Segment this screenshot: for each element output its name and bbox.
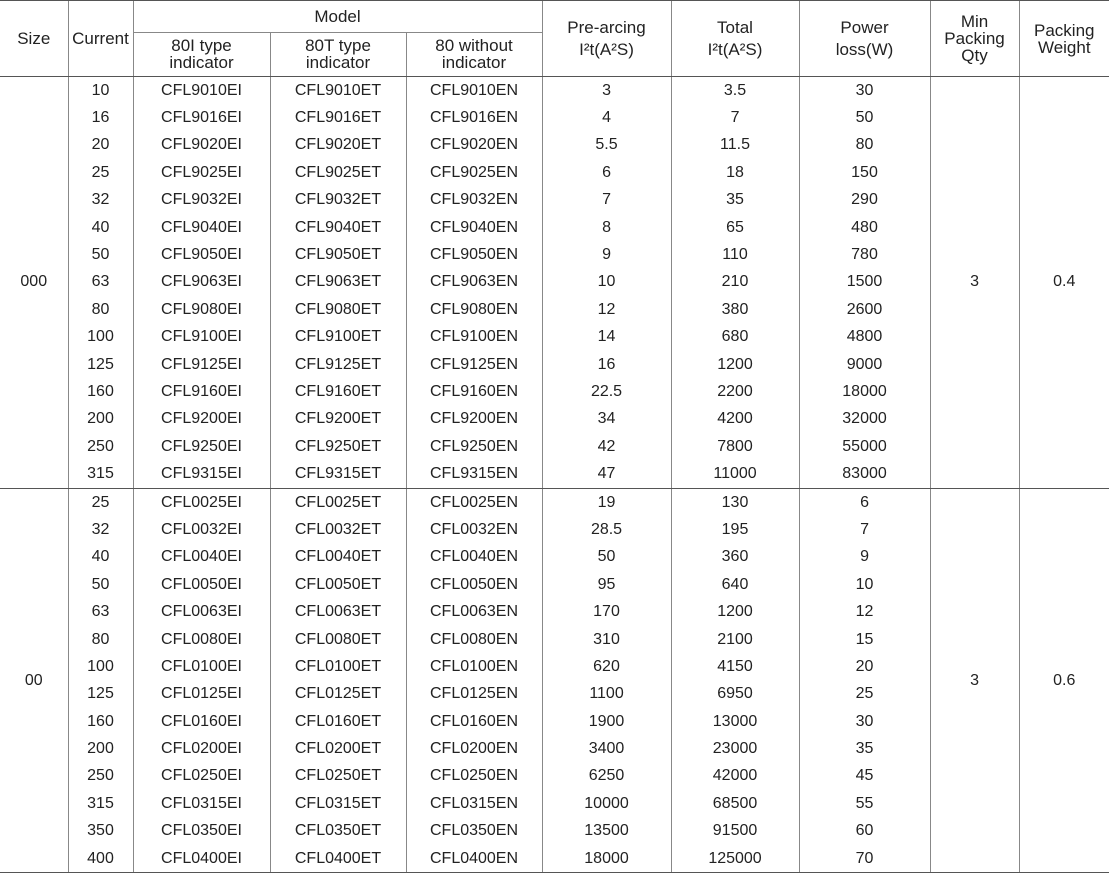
model-80t-cell: CFL0200ET <box>270 735 406 762</box>
total-cell: 65 <box>671 214 799 241</box>
current-cell: 25 <box>68 159 133 186</box>
header-packing-weight <box>1019 1 1109 77</box>
model-80t-cell: CFL0063ET <box>270 598 406 625</box>
min-packing-qty-cell: 3 <box>930 77 1019 489</box>
total-cell: 380 <box>671 296 799 323</box>
model-80t-cell: CFL9125ET <box>270 351 406 378</box>
model-80n-cell: CFL9050EN <box>406 241 542 268</box>
total-cell: 2100 <box>671 626 799 653</box>
model-80i-cell: CFL9315EI <box>133 460 270 488</box>
current-cell: 125 <box>68 351 133 378</box>
total-cell: 195 <box>671 516 799 543</box>
prearcing-cell: 13500 <box>542 818 671 845</box>
model-80t-cell: CFL9080ET <box>270 296 406 323</box>
total-cell: 1200 <box>671 598 799 625</box>
total-cell: 13000 <box>671 708 799 735</box>
model-80t-cell: CFL9016ET <box>270 104 406 131</box>
size-cell: 00 <box>0 488 68 872</box>
total-cell: 110 <box>671 241 799 268</box>
model-80t-cell: CFL9032ET <box>270 187 406 214</box>
prearcing-cell: 12 <box>542 296 671 323</box>
model-80t-cell: CFL0160ET <box>270 708 406 735</box>
model-80i-cell: CFL9040EI <box>133 214 270 241</box>
power-loss-cell: 480 <box>799 214 930 241</box>
model-80n-cell: CFL0040EN <box>406 544 542 571</box>
prearcing-cell: 14 <box>542 324 671 351</box>
current-cell: 100 <box>68 324 133 351</box>
model-80n-cell: CFL0350EN <box>406 818 542 845</box>
model-80t-cell: CFL0125ET <box>270 681 406 708</box>
power-loss-cell: 9 <box>799 544 930 571</box>
current-cell: 80 <box>68 626 133 653</box>
model-80t-cell: CFL0400ET <box>270 845 406 873</box>
model-80n-cell: CFL9315EN <box>406 460 542 488</box>
prearcing-cell: 3 <box>542 77 671 105</box>
current-cell: 315 <box>68 790 133 817</box>
current-cell: 40 <box>68 544 133 571</box>
current-cell: 32 <box>68 187 133 214</box>
prearcing-cell: 4 <box>542 104 671 131</box>
current-cell: 160 <box>68 378 133 405</box>
prearcing-cell: 8 <box>542 214 671 241</box>
prearcing-cell: 95 <box>542 571 671 598</box>
power-loss-cell: 780 <box>799 241 930 268</box>
model-80t-cell: CFL9040ET <box>270 214 406 241</box>
current-cell: 315 <box>68 460 133 488</box>
power-loss-cell: 2600 <box>799 296 930 323</box>
power-loss-cell: 4800 <box>799 324 930 351</box>
header-80i <box>133 33 270 77</box>
prearcing-cell: 34 <box>542 406 671 433</box>
header-minqty-line3: Qty <box>961 46 988 65</box>
total-cell: 7 <box>671 104 799 131</box>
prearcing-cell: 28.5 <box>542 516 671 543</box>
model-80t-cell: CFL0025ET <box>270 488 406 516</box>
model-80i-cell: CFL9050EI <box>133 241 270 268</box>
header-row-1 <box>0 1 1109 33</box>
total-cell: 68500 <box>671 790 799 817</box>
header-80n-line1: 80 without <box>435 36 513 56</box>
total-cell: 35 <box>671 187 799 214</box>
header-total <box>671 1 799 77</box>
power-loss-cell: 9000 <box>799 351 930 378</box>
model-80i-cell: CFL9250EI <box>133 433 270 460</box>
model-80i-cell: CFL9100EI <box>133 324 270 351</box>
model-80i-cell: CFL9200EI <box>133 406 270 433</box>
model-80n-cell: CFL9080EN <box>406 296 542 323</box>
model-80n-cell: CFL9250EN <box>406 433 542 460</box>
model-80n-cell: CFL0080EN <box>406 626 542 653</box>
model-80n-cell: CFL9160EN <box>406 378 542 405</box>
model-80n-cell: CFL9200EN <box>406 406 542 433</box>
total-cell: 360 <box>671 544 799 571</box>
model-80t-cell: CFL0050ET <box>270 571 406 598</box>
power-loss-cell: 60 <box>799 818 930 845</box>
power-loss-cell: 80 <box>799 132 930 159</box>
current-cell: 250 <box>68 433 133 460</box>
power-loss-cell: 30 <box>799 77 930 105</box>
model-80n-cell: CFL0315EN <box>406 790 542 817</box>
current-cell: 350 <box>68 818 133 845</box>
header-power <box>799 1 930 77</box>
power-loss-cell: 35 <box>799 735 930 762</box>
model-80n-cell: CFL0200EN <box>406 735 542 762</box>
power-loss-cell: 15 <box>799 626 930 653</box>
model-80t-cell: CFL0350ET <box>270 818 406 845</box>
header-current: Current <box>68 1 133 77</box>
model-80n-cell: CFL0100EN <box>406 653 542 680</box>
prearcing-cell: 42 <box>542 433 671 460</box>
model-80i-cell: CFL9016EI <box>133 104 270 131</box>
header-size: Size <box>0 1 68 77</box>
model-80i-cell: CFL0250EI <box>133 763 270 790</box>
header-prearcing <box>542 1 671 77</box>
table-row <box>0 77 1109 105</box>
header-80t-line2: indicator <box>305 52 371 72</box>
model-80t-cell: CFL9050ET <box>270 241 406 268</box>
prearcing-cell: 1100 <box>542 681 671 708</box>
current-cell: 50 <box>68 241 133 268</box>
table-row <box>0 488 1109 516</box>
prearcing-cell: 50 <box>542 544 671 571</box>
model-80i-cell: CFL0100EI <box>133 653 270 680</box>
total-cell: 210 <box>671 269 799 296</box>
model-80t-cell: CFL9100ET <box>270 324 406 351</box>
model-80n-cell: CFL0063EN <box>406 598 542 625</box>
total-cell: 91500 <box>671 818 799 845</box>
model-80n-cell: CFL9020EN <box>406 132 542 159</box>
model-80i-cell: CFL0125EI <box>133 681 270 708</box>
model-80n-cell: CFL9125EN <box>406 351 542 378</box>
prearcing-cell: 22.5 <box>542 378 671 405</box>
prearcing-cell: 6250 <box>542 763 671 790</box>
packing-weight-cell: 0.4 <box>1019 77 1109 489</box>
current-cell: 32 <box>68 516 133 543</box>
model-80t-cell: CFL0080ET <box>270 626 406 653</box>
power-loss-cell: 25 <box>799 681 930 708</box>
total-cell: 680 <box>671 324 799 351</box>
header-power-line2: loss(W) <box>835 40 894 59</box>
total-cell: 11000 <box>671 460 799 488</box>
current-cell: 63 <box>68 269 133 296</box>
prearcing-cell: 16 <box>542 351 671 378</box>
model-80t-cell: CFL0250ET <box>270 763 406 790</box>
power-loss-cell: 55000 <box>799 433 930 460</box>
model-80n-cell: CFL9025EN <box>406 159 542 186</box>
current-cell: 20 <box>68 132 133 159</box>
current-cell: 50 <box>68 571 133 598</box>
min-packing-qty-cell: 3 <box>930 488 1019 872</box>
header-80t-line1: 80T type <box>305 36 371 56</box>
prearcing-cell: 10000 <box>542 790 671 817</box>
prearcing-cell: 9 <box>542 241 671 268</box>
current-cell: 63 <box>68 598 133 625</box>
model-80t-cell: CFL9063ET <box>270 269 406 296</box>
header-minqty-line1: Min <box>960 12 989 31</box>
total-cell: 7800 <box>671 433 799 460</box>
model-80i-cell: CFL0400EI <box>133 845 270 873</box>
model-80t-cell: CFL9160ET <box>270 378 406 405</box>
total-cell: 3.5 <box>671 77 799 105</box>
total-cell: 125000 <box>671 845 799 873</box>
total-cell: 11.5 <box>671 132 799 159</box>
current-cell: 16 <box>68 104 133 131</box>
model-80i-cell: CFL0080EI <box>133 626 270 653</box>
model-80i-cell: CFL0315EI <box>133 790 270 817</box>
model-80t-cell: CFL9025ET <box>270 159 406 186</box>
header-80i-line1: 80I type <box>171 36 232 56</box>
power-loss-cell: 70 <box>799 845 930 873</box>
power-loss-cell: 6 <box>799 488 930 516</box>
model-80i-cell: CFL9010EI <box>133 77 270 105</box>
model-80n-cell: CFL9010EN <box>406 77 542 105</box>
header-80t <box>270 33 406 77</box>
current-cell: 125 <box>68 681 133 708</box>
prearcing-cell: 170 <box>542 598 671 625</box>
model-80n-cell: CFL0400EN <box>406 845 542 873</box>
power-loss-cell: 7 <box>799 516 930 543</box>
model-80i-cell: CFL0160EI <box>133 708 270 735</box>
model-80i-cell: CFL0025EI <box>133 488 270 516</box>
model-80i-cell: CFL9063EI <box>133 269 270 296</box>
header-power-line1: Power <box>840 18 889 37</box>
current-cell: 200 <box>68 406 133 433</box>
model-80i-cell: CFL9160EI <box>133 378 270 405</box>
model-80t-cell: CFL9200ET <box>270 406 406 433</box>
current-cell: 40 <box>68 214 133 241</box>
model-80t-cell: CFL0032ET <box>270 516 406 543</box>
prearcing-cell: 6 <box>542 159 671 186</box>
model-80t-cell: CFL9315ET <box>270 460 406 488</box>
header-prearcing-line2: I²t(A²S) <box>579 40 634 59</box>
model-80i-cell: CFL0032EI <box>133 516 270 543</box>
model-80n-cell: CFL9032EN <box>406 187 542 214</box>
header-model: Model <box>133 1 542 33</box>
model-80t-cell: CFL0040ET <box>270 544 406 571</box>
total-cell: 18 <box>671 159 799 186</box>
model-80i-cell: CFL0063EI <box>133 598 270 625</box>
power-loss-cell: 1500 <box>799 269 930 296</box>
power-loss-cell: 30 <box>799 708 930 735</box>
header-minqty-line2: Packing <box>944 29 1005 48</box>
current-cell: 160 <box>68 708 133 735</box>
model-80i-cell: CFL9125EI <box>133 351 270 378</box>
model-80t-cell: CFL9250ET <box>270 433 406 460</box>
power-loss-cell: 32000 <box>799 406 930 433</box>
model-80n-cell: CFL9100EN <box>406 324 542 351</box>
size-cell: 000 <box>0 77 68 489</box>
power-loss-cell: 290 <box>799 187 930 214</box>
prearcing-cell: 5.5 <box>542 132 671 159</box>
current-cell: 200 <box>68 735 133 762</box>
prearcing-cell: 620 <box>542 653 671 680</box>
header-80i-line2: indicator <box>169 52 234 72</box>
header-weight-line1: Packing <box>1034 20 1095 40</box>
model-80i-cell: CFL9020EI <box>133 132 270 159</box>
power-loss-cell: 50 <box>799 104 930 131</box>
current-cell: 10 <box>68 77 133 105</box>
model-80n-cell: CFL9040EN <box>406 214 542 241</box>
power-loss-cell: 55 <box>799 790 930 817</box>
model-80i-cell: CFL0350EI <box>133 818 270 845</box>
header-prearcing-line1: Pre-arcing <box>567 18 646 37</box>
power-loss-cell: 20 <box>799 653 930 680</box>
model-80i-cell: CFL0040EI <box>133 544 270 571</box>
prearcing-cell: 1900 <box>542 708 671 735</box>
model-80i-cell: CFL0200EI <box>133 735 270 762</box>
power-loss-cell: 12 <box>799 598 930 625</box>
header-weight-line2: Weight <box>1037 37 1091 57</box>
prearcing-cell: 3400 <box>542 735 671 762</box>
total-cell: 130 <box>671 488 799 516</box>
model-80i-cell: CFL9032EI <box>133 187 270 214</box>
model-80t-cell: CFL9010ET <box>270 77 406 105</box>
total-cell: 4150 <box>671 653 799 680</box>
header-80-without <box>406 33 542 77</box>
total-cell: 640 <box>671 571 799 598</box>
total-cell: 4200 <box>671 406 799 433</box>
model-80n-cell: CFL0160EN <box>406 708 542 735</box>
model-80n-cell: CFL0125EN <box>406 681 542 708</box>
model-80n-cell: CFL0050EN <box>406 571 542 598</box>
model-80i-cell: CFL0050EI <box>133 571 270 598</box>
model-80n-cell: CFL0250EN <box>406 763 542 790</box>
power-loss-cell: 45 <box>799 763 930 790</box>
model-80t-cell: CFL0315ET <box>270 790 406 817</box>
prearcing-cell: 10 <box>542 269 671 296</box>
header-80n-line2: indicator <box>441 52 507 72</box>
prearcing-cell: 18000 <box>542 845 671 873</box>
current-cell: 100 <box>68 653 133 680</box>
model-80i-cell: CFL9025EI <box>133 159 270 186</box>
model-80i-cell: CFL9080EI <box>133 296 270 323</box>
power-loss-cell: 83000 <box>799 460 930 488</box>
current-cell: 80 <box>68 296 133 323</box>
model-80t-cell: CFL9020ET <box>270 132 406 159</box>
total-cell: 6950 <box>671 681 799 708</box>
model-80t-cell: CFL0100ET <box>270 653 406 680</box>
current-cell: 250 <box>68 763 133 790</box>
current-cell: 25 <box>68 488 133 516</box>
header-total-line2: I²t(A²S) <box>707 40 763 59</box>
power-loss-cell: 18000 <box>799 378 930 405</box>
header-total-line1: Total <box>717 18 753 37</box>
model-80n-cell: CFL9063EN <box>406 269 542 296</box>
power-loss-cell: 10 <box>799 571 930 598</box>
total-cell: 1200 <box>671 351 799 378</box>
power-loss-cell: 150 <box>799 159 930 186</box>
prearcing-cell: 310 <box>542 626 671 653</box>
model-80n-cell: CFL0025EN <box>406 488 542 516</box>
total-cell: 2200 <box>671 378 799 405</box>
model-80n-cell: CFL9016EN <box>406 104 542 131</box>
total-cell: 23000 <box>671 735 799 762</box>
current-cell: 400 <box>68 845 133 873</box>
prearcing-cell: 7 <box>542 187 671 214</box>
total-cell: 42000 <box>671 763 799 790</box>
prearcing-cell: 19 <box>542 488 671 516</box>
packing-weight-cell: 0.6 <box>1019 488 1109 872</box>
prearcing-cell: 47 <box>542 460 671 488</box>
model-80n-cell: CFL0032EN <box>406 516 542 543</box>
header-min-packing-qty <box>930 1 1019 77</box>
